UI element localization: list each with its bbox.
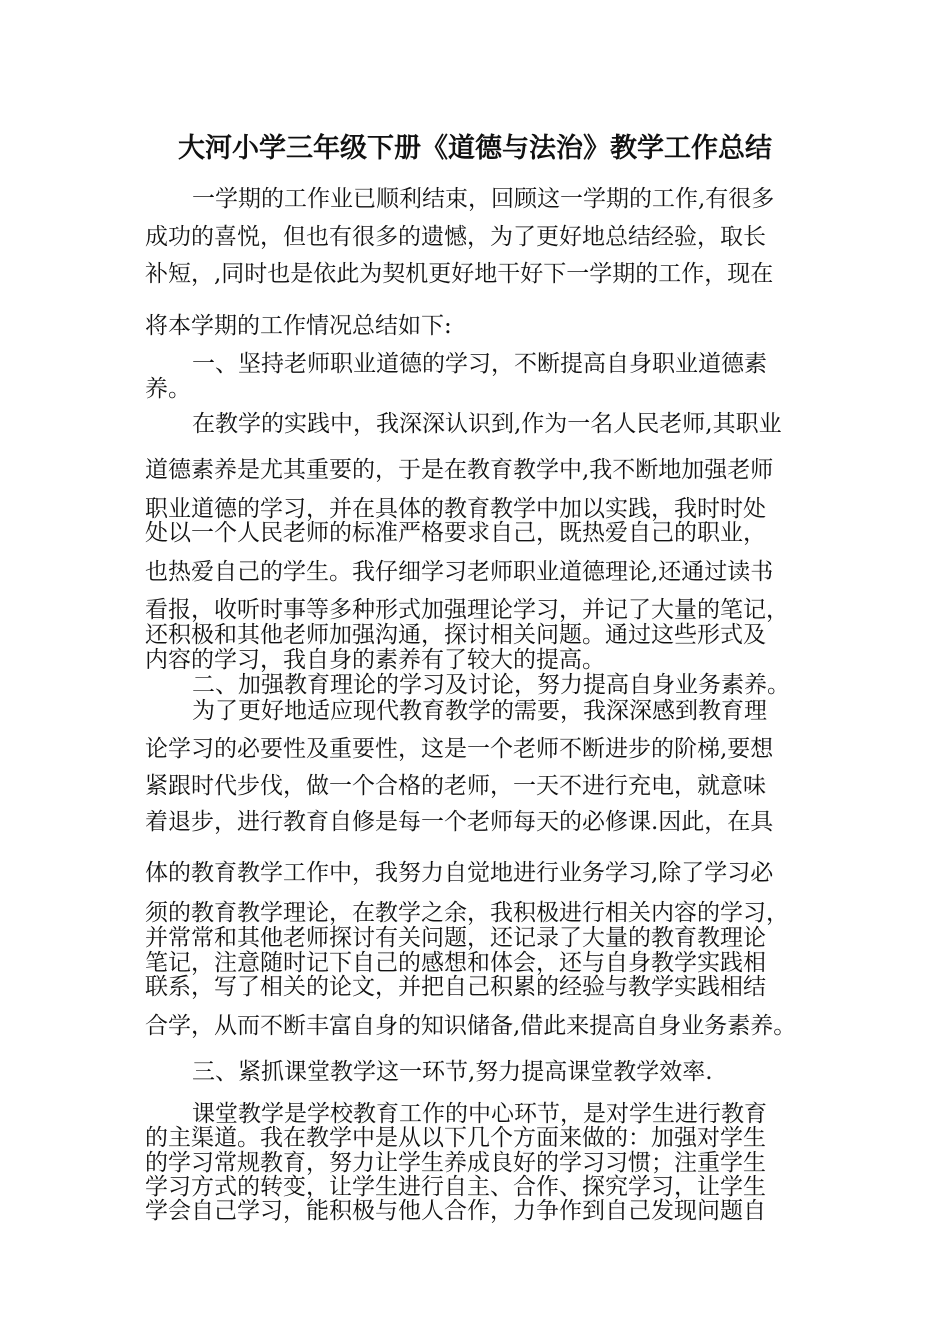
paragraph-line: 着退步，进行教育自修是每一个老师每天的必修课.因此，在具 [145, 809, 774, 835]
paragraph-line: 体的教育教学工作中，我努力自觉地进行业务学习,除了学习必 [145, 860, 774, 886]
section-heading-line: 三、紧抓课堂教学这一环节,努力提高课堂教学效率. [192, 1059, 713, 1085]
paragraph-line: 将本学期的工作情况总结如下: [145, 313, 452, 339]
paragraph-line: 还积极和其他老师加强沟通，探讨相关问题。通过这些形式及 [145, 622, 766, 648]
paragraph-line: 论学习的必要性及重要性，这是一个老师不断进步的阶梯,要想 [145, 736, 774, 762]
paragraph-line: 也热爱自己的学生。我仔细学习老师职业道德理论,还通过读书 [145, 559, 774, 585]
paragraph-line: 的主渠道。我在教学中是从以下几个方面来做的：加强对学生 [145, 1125, 766, 1151]
paragraph-line: 一学期的工作业已顺利结束，回顾这一学期的工作,有很多 [192, 186, 775, 212]
paragraph-line: 紧跟时代步伐，做一个合格的老师，一天不进行充电，就意味 [145, 773, 766, 799]
paragraph-line: 为了更好地适应现代教育教学的需要，我深深感到教育理 [192, 698, 767, 724]
paragraph-line: 合学，从而不断丰富自身的知识储备,借此来提高自身业务素养。 [145, 1013, 797, 1039]
paragraph-line: 并常常和其他老师探讨有关问题，还记录了大量的教育教理论 [145, 925, 766, 951]
paragraph-line: 学会自己学习，能积极与他人合作，力争作到自己发现问题自 [145, 1198, 766, 1224]
paragraph-line: 须的教育教学理论，在教学之余，我积极进行相关内容的学习， [145, 900, 789, 926]
paragraph-line: 职业道德的学习，并在具体的教育教学中加以实践，我时时处 [145, 496, 766, 522]
paragraph-line: 的学习常规教育，努力让学生养成良好的学习习惯；注重学生 [145, 1150, 766, 1176]
paragraph-line: 在教学的实践中，我深深认识到,作为一名人民老师,其职业 [192, 411, 782, 437]
paragraph-line: 内容的学习，我自身的素养有了较大的提高。 [145, 647, 605, 673]
section-heading-line: 二、加强教育理论的学习及讨论，努力提高自身业务素养。 [192, 672, 790, 698]
paragraph-line: 成功的喜悦，但也有很多的遗憾，为了更好地总结经验，取长 [145, 224, 766, 250]
paragraph-line: 补短，,同时也是依此为契机更好地干好下一学期的工作，现在 [145, 261, 774, 287]
paragraph-line: 道德素养是尤其重要的，于是在教育教学中,我不断地加强老师 [145, 457, 774, 483]
section-heading-line: 养。 [145, 376, 191, 402]
paragraph-line: 处以一个人民老师的标准严格要求自己，既热爱自己的职业， [145, 520, 766, 546]
paragraph-line: 课堂教学是学校教育工作的中心环节，是对学生进行教育 [192, 1101, 767, 1127]
document-title: 大河小学三年级下册《道德与法治》教学工作总结 [178, 133, 772, 164]
paragraph-line: 联系，写了相关的论文，并把自己积累的经验与教学实践相结 [145, 974, 766, 1000]
section-heading-line: 一、坚持老师职业道德的学习，不断提高自身职业道德素 [192, 351, 767, 377]
paragraph-line: 学习方式的转变，让学生进行自主、合作、探究学习，让学生 [145, 1174, 766, 1200]
paragraph-line: 看报，收听时事等多种形式加强理论学习，并记了大量的笔记， [145, 597, 789, 623]
paragraph-line: 笔记，注意随时记下自己的感想和体会，还与自身教学实践相 [145, 950, 766, 976]
